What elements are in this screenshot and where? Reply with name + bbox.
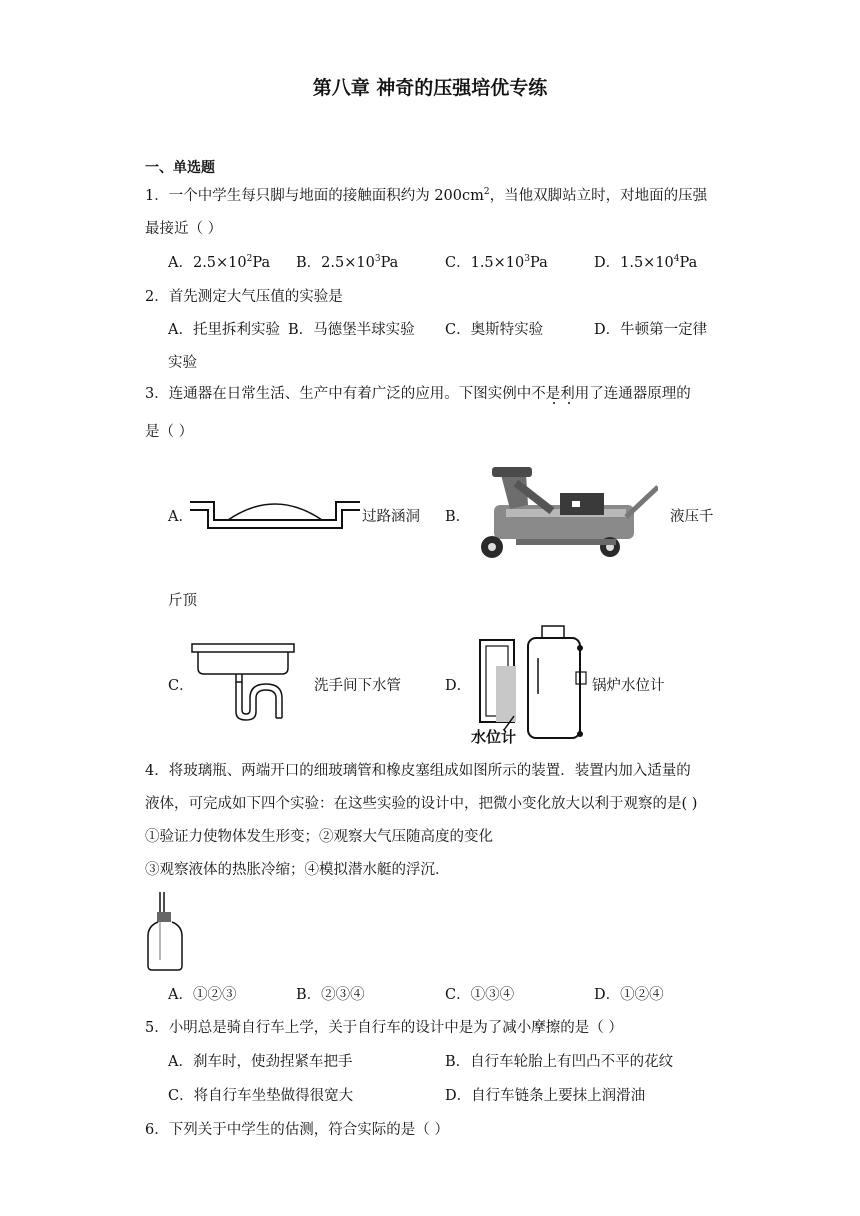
question-2-stem: 2．首先测定大气压值的实验是 — [145, 289, 343, 305]
section-heading: 一、单选题 — [145, 160, 215, 176]
question-1-stem-cont: 最接近（ ） — [145, 221, 223, 237]
q1b-label: B．2.5×10 — [296, 255, 375, 271]
q1c-label: C．1.5×10 — [445, 255, 525, 271]
q1-option-b[interactable] — [296, 253, 398, 273]
q1d-label: D．1.5×10 — [594, 255, 674, 271]
water-gauge-figure-label: 水位计 — [471, 728, 517, 746]
sink-drain-figure — [190, 640, 316, 726]
q1c-exp: 3 — [524, 254, 530, 264]
hydraulic-jack-figure — [476, 465, 658, 565]
q3-option-c-label[interactable]: C． — [168, 678, 194, 694]
q4-option-b[interactable]: B．②③④ — [296, 987, 365, 1003]
q1d-unit: Pa — [679, 255, 698, 271]
q1-sup: 2 — [483, 187, 490, 197]
q5-option-b[interactable]: B．自行车轮胎上有凹凸不平的花纹 — [445, 1054, 674, 1070]
q4-option-a[interactable]: A．①②③ — [168, 987, 237, 1003]
q1-text-a: 1．一个中学生每只脚与地面的接触面积约为 200cm — [145, 188, 484, 204]
page-title: 第八章 神奇的压强培优专练 — [312, 77, 548, 99]
q3-option-b-text-cont: 斤顶 — [168, 593, 197, 609]
question-4-stem-cont: 液体，可完成如下四个实验：在这些实验的设计中，把微小变化放大以利于观察的是( ) — [145, 796, 698, 812]
q4-option-d[interactable]: D．①②④ — [594, 987, 664, 1003]
q1a-unit: Pa — [252, 255, 271, 271]
q1b-unit: Pa — [380, 255, 399, 271]
q1-option-c[interactable] — [445, 253, 548, 273]
question-6-stem: 6．下列关于中学生的估测，符合实际的是（ ） — [145, 1122, 449, 1138]
q1a-exp: 2 — [246, 254, 253, 264]
question-4-items-1: ①验证力使物体发生形变；②观察大气压随高度的变化 — [145, 829, 493, 845]
q2-option-d[interactable]: D．牛顿第一定律 — [594, 322, 708, 338]
q3-option-c-text: 洗手间下水管 — [314, 678, 401, 694]
q2-option-b[interactable]: B．马德堡半球实验 — [288, 322, 415, 338]
q1-option-d[interactable] — [594, 253, 697, 273]
question-4-stem: 4．将玻璃瓶、两端开口的细玻璃管和橡皮塞组成如图所示的装置．装置内加入适量的 — [145, 763, 691, 779]
q5-option-a[interactable]: A．刹车时，使劲捏紧车把手 — [168, 1054, 353, 1070]
q5-option-c[interactable]: C．将自行车坐垫做得很宽大 — [168, 1088, 354, 1104]
question-1-stem — [145, 186, 707, 206]
q1-option-a[interactable] — [168, 253, 270, 273]
q3-option-d-label[interactable]: D． — [445, 678, 472, 694]
question-5-stem: 5．小明总是骑自行车上学，关于自行车的设计中是为了减小摩擦的是（ ） — [145, 1020, 623, 1036]
q2-option-d-cont: 实验 — [168, 355, 197, 371]
q4-option-c[interactable]: C．①③④ — [445, 987, 515, 1003]
question-4-items-2: ③观察液体的热胀冷缩；④模拟潜水艇的浮沉． — [145, 862, 450, 878]
question-3-stem: 3．连通器在日常生活、生产中有着广泛的应用。下图实例中不是利用了连通器原理的 — [145, 386, 691, 402]
q2-option-c[interactable]: C．奥斯特实验 — [445, 322, 544, 338]
q3-option-d-text: 锅炉水位计 — [592, 678, 665, 694]
q3-option-b-label[interactable]: B． — [445, 509, 471, 525]
q1c-unit: Pa — [530, 255, 548, 271]
q3-option-b-text: 液压千 — [670, 509, 714, 525]
q1b-exp: 3 — [374, 254, 381, 264]
q5-option-d[interactable]: D．自行车链条上要抹上润滑油 — [445, 1088, 646, 1104]
glass-bottle-figure — [146, 890, 186, 972]
q3-option-a-label[interactable]: A． — [168, 509, 193, 525]
q1-text-b: ，当他双脚站立时，对地面的压强 — [489, 188, 708, 204]
emphasis-dot — [568, 402, 570, 404]
culvert-figure — [190, 490, 362, 532]
q1d-exp: 4 — [673, 254, 680, 264]
emphasis-dot — [553, 402, 555, 404]
question-3-stem-cont: 是（ ） — [145, 424, 194, 440]
q2-option-a[interactable]: A．托里拆利实验 — [168, 322, 280, 338]
q3-option-a-text: 过路涵洞 — [362, 509, 420, 525]
q1a-label: A．2.5×10 — [168, 255, 247, 271]
